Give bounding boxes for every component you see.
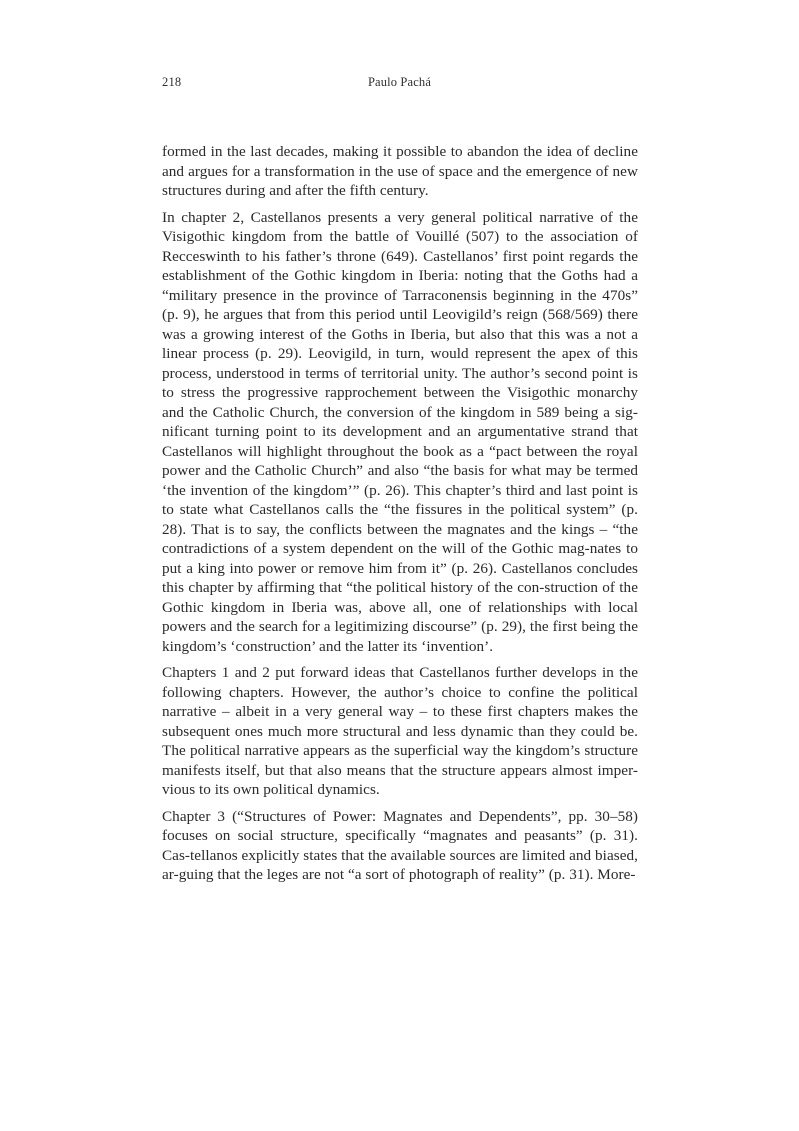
body-text-block: [162, 142, 638, 885]
running-head-title: Paulo Pachá: [367, 75, 432, 89]
paragraph: formed in the last decades, making it possible to abandon the idea of decline and argues for a transformation in the use of space and the emergence of new structures during and after the fifth century.: [162, 143, 638, 199]
page-number: 218: [162, 75, 182, 89]
paragraph: Chapter 3 (“Structures of Power: Magnates and Dependents”, pp. 30–58) focuses on social structure, specifically “magnates and peasants” (p. 31). Cas-tellanos explicitly states that the available sources are limited and biased, ar-guing that the leges are not “a sort of photograph of reality” (p. 31). More-: [162, 807, 638, 883]
paragraph: Chapters 1 and 2 put forward ideas that Castellanos further develops in the following chapters. However, the author’s choice to confine the political narrative – albeit in a very general way – to these first chapters makes the subsequent ones much more structural and less dynamic than they could be. The political narrative appears as the superficial way the kingdom’s structure manifests itself, but that also means that the structure appears almost imper-vious to its own political dynamics.: [162, 664, 638, 798]
paragraph: In chapter 2, Castellanos presents a very general political narrative of the Visigothic kingdom from the battle of Vouillé (507) to the association of Recceswinth to his father’s throne (649). Castellanos’ first point regards the establishment of the Gothic kingdom in Iberia: noting that the Goths had a “military presence in the province of Tarraconensis beginning in the 470s” (p. 9), he argues that from this period until Leovigild’s reign (568/569) there was a growing interest of the Goths in Iberia, but also that this was a not a linear process (p. 29). Leovigild, in turn, would represent the apex of this process, understood in terms of territorial unity. The author’s second point is to stress the progressive rapprochement between the Visigothic monarchy and the Catholic Church, the conversion of the kingdom in 589 being a sig-nificant turning point to its development and an argumentative strand that Castellanos will highlight throughout the book as a “pact between the royal power and the Catholic Church” and also “the basis for what may be termed ‘the invention of the kingdom’” (p. 26). This chapter’s third and last point is to state what Castellanos calls the “the fissures in the political system” (p. 28). That is to say, the conflicts between the magnates and the kings – “the contradictions of a system dependent on the will of the Gothic mag-nates to put a king into power or remove him from it” (p. 26). Castellanos concludes this chapter by affirming that “the political history of the con-struction of the Gothic kingdom in Iberia was, above all, one of relationships with local powers and the search for a legitimizing discourse” (p. 29), the first being the kingdom’s ‘construction’ and the latter its ‘invention’.: [162, 208, 638, 655]
running-head: [162, 72, 637, 92]
